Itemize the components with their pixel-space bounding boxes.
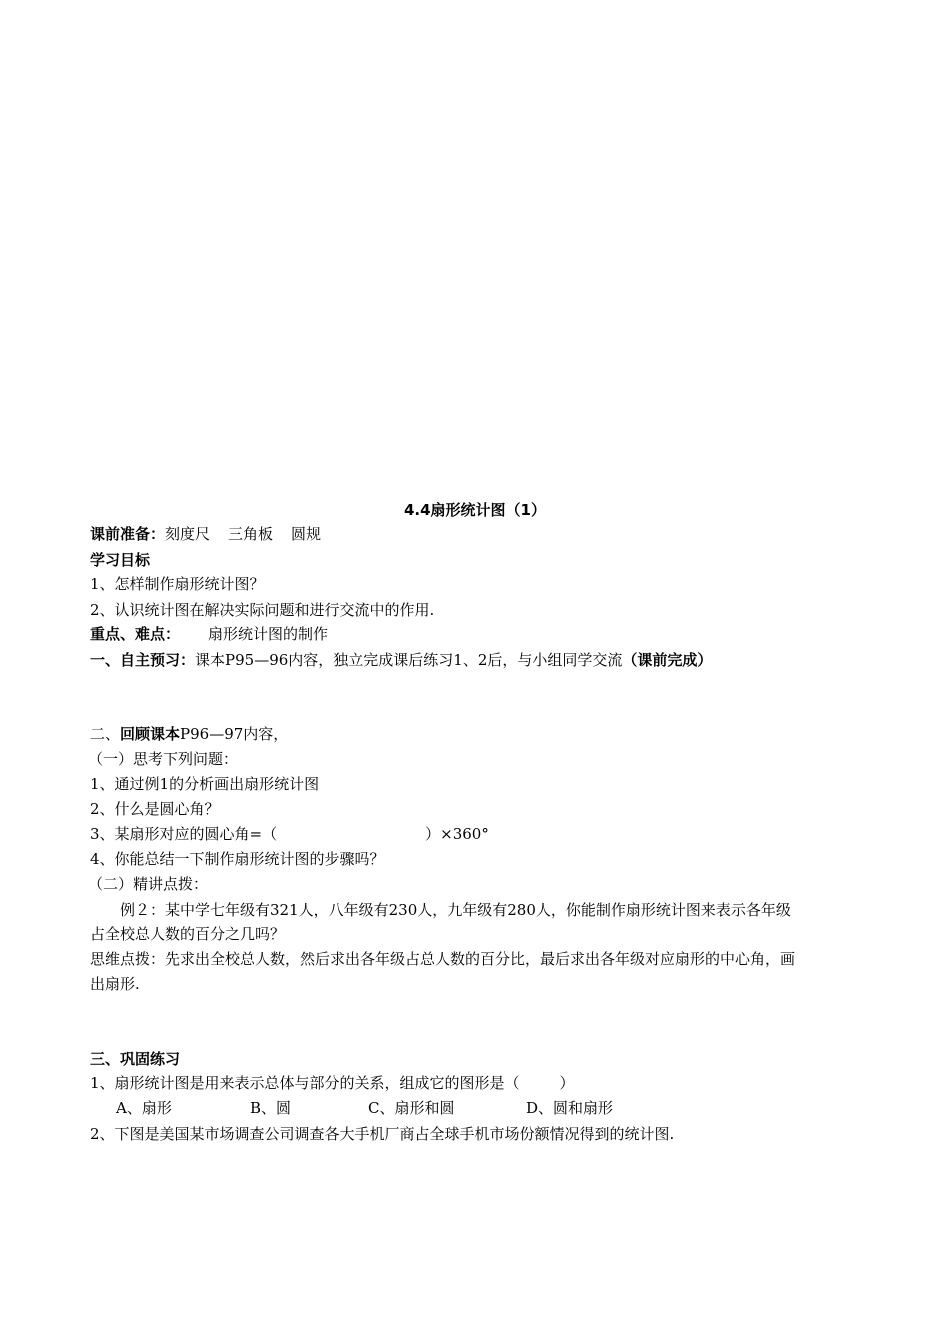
- section1-label: 一、自主预习：: [90, 651, 196, 669]
- section2-sub2: （二）精讲点拨：: [88, 875, 209, 893]
- question-2: 2、什么是圆心角？: [90, 800, 220, 818]
- section3-label: 三、巩固练习: [90, 1050, 181, 1068]
- question-3: [90, 824, 489, 844]
- option-b: B、圆: [250, 1099, 292, 1117]
- example-line-2: 占全校总人数的百分之几吗？: [90, 925, 286, 943]
- practice-1: [90, 1073, 575, 1093]
- key-text: 扇形统计图的制作: [208, 625, 329, 643]
- option-d: D、圆和扇形: [526, 1099, 614, 1117]
- key-label: 重点、难点：: [90, 625, 181, 643]
- question-3-end: ）×360°: [425, 825, 489, 843]
- option-c: C、扇形和圆: [368, 1099, 455, 1117]
- key-line: [90, 624, 328, 644]
- goal-item-1: 1、怎样制作扇形统计图？: [90, 575, 265, 593]
- question-4: 4、你能总结一下制作扇形统计图的步骤吗？: [90, 850, 385, 868]
- practice-2: 2、下图是美国某市场调查公司调查各大手机厂商占全球手机市场份额情况得到的统计图.: [90, 1125, 675, 1143]
- prep-tool-3: 圆规: [291, 525, 322, 543]
- prep-tool-1: 刻度尺: [165, 525, 211, 543]
- prep-label: 课前准备：: [90, 525, 166, 543]
- section1-text: 课本P95—96内容，独立完成课后练习1、2后，与小组同学交流: [195, 651, 623, 669]
- example-line-1: 例２：某中学七年级有321人，八年级有230人，九年级有280人，你能制作扇形统计图来表示各年级: [120, 901, 791, 919]
- page-title: 4.4扇形统计图（1）: [403, 501, 546, 519]
- section2-sub1: （一）思考下列问题：: [88, 750, 239, 768]
- goals-heading: 学习目标: [90, 551, 151, 569]
- goal-item-2: 2、认识统计图在解决实际问题和进行交流中的作用.: [90, 601, 435, 619]
- option-a: A、扇形: [116, 1099, 172, 1117]
- practice-1-close: ）: [559, 1074, 575, 1092]
- section2-prefix: 二、: [90, 725, 121, 743]
- section2-line: [90, 724, 288, 744]
- question-1: 1、通过例1的分析画出扇形统计图: [90, 775, 320, 793]
- section2-label: 回顾课本: [120, 725, 181, 743]
- question-3-start: 3、某扇形对应的圆心角=（: [90, 825, 278, 843]
- practice-1-text: 1、扇形统计图是用来表示总体与部分的关系，组成它的图形是（: [90, 1074, 520, 1092]
- prep-tool-2: 三角板: [228, 525, 274, 543]
- section2-text: P96—97内容，: [180, 725, 289, 743]
- prep-line: [90, 524, 321, 544]
- options-line: [116, 1098, 613, 1118]
- hint-line-2: 出扇形.: [90, 975, 140, 993]
- section1-tail: （课前完成）: [622, 651, 713, 669]
- hint-line-1: 思维点拨：先求出全校总人数，然后求出各年级占总人数的百分比，最后求出各年级对应扇形的中心角，画: [90, 950, 796, 968]
- section1-line: [90, 650, 712, 670]
